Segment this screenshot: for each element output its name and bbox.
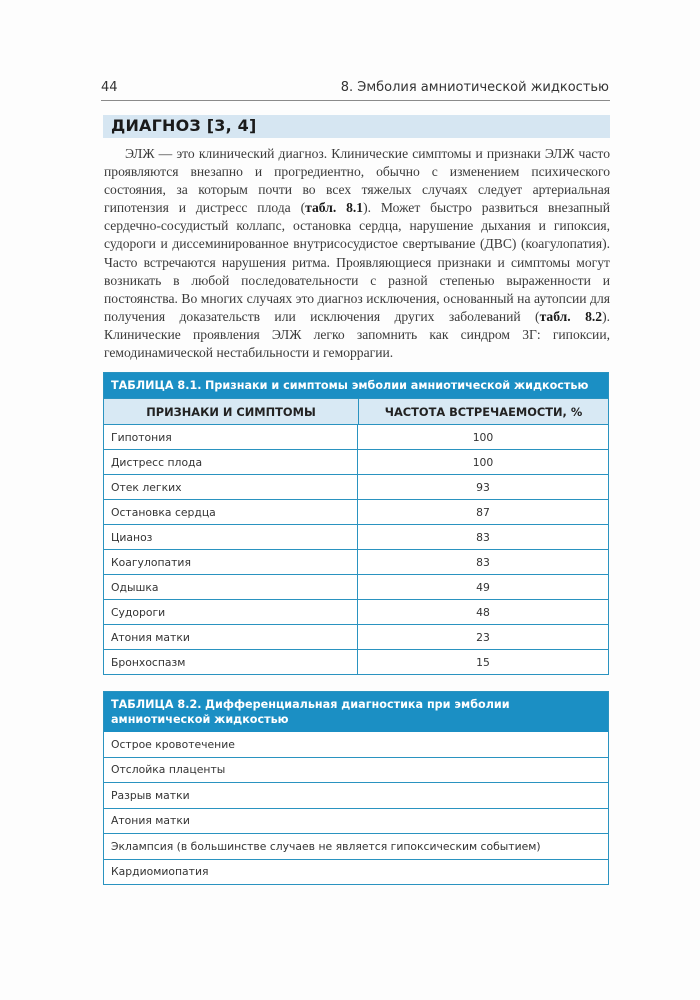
table-caption: [104, 692, 608, 732]
table-row: [104, 449, 608, 474]
frequency-cell: 49: [476, 580, 490, 594]
table-number: ТАБЛИЦА 8.2.: [111, 698, 202, 711]
sign-cell: Одышка: [104, 575, 358, 599]
chapter-title: 8. Эмболия амниотической жидкостью: [340, 80, 609, 95]
section-heading-bar: [103, 115, 610, 138]
table-caption: [104, 373, 608, 398]
table-row: [104, 549, 608, 574]
table-row: [104, 474, 608, 499]
sign-cell: Коагулопатия: [104, 550, 358, 574]
running-head: [101, 80, 609, 100]
body-paragraph: [104, 145, 610, 362]
table-row: Эклампсия (в большинстве случаев не является гипоксическим событием): [104, 833, 608, 859]
paragraph: [104, 145, 610, 362]
sign-cell: Цианоз: [104, 525, 358, 549]
table-row: [104, 524, 608, 549]
table-row: Острое кровотечение: [111, 737, 235, 751]
frequency-cell: 15: [476, 655, 490, 669]
frequency-cell: 100: [472, 455, 494, 469]
table-title: Признаки и симптомы эмболии амниотической жидкостью: [205, 379, 589, 392]
table-row: [104, 574, 608, 599]
text-segment: ). Может быстро развиться внезапный сердечно-сосудистый коллапс, остановка сердца, нарушение дыхания и гипоксия, судороги и диссеминированное внутрисосудистое свертывание (ДВС) (коагулопатия). Часто встречаются нарушения ритма. Проявляющиеся признаки и симптомы могут возникать в любой последовательности с разной степенью выраженности и постоянства. Во многих случаях это диагноз исключения, основанный на аутопсии для получения доказательств или исключения других заболеваний (: [104, 200, 611, 324]
table-row: Разрыв матки: [104, 782, 608, 808]
table-row: [104, 599, 608, 624]
text-segment: ). Клинические проявления ЭЛЖ легко запомнить как синдром 3Г: гипоксии, гемодинамической нестабильности и геморрагии.: [104, 308, 610, 361]
table-body: [104, 732, 608, 884]
sign-cell: Остановка сердца: [104, 500, 358, 524]
section-title: ДИАГНОЗ [3, 4]: [111, 116, 257, 135]
frequency-cell: 23: [476, 630, 490, 644]
frequency-cell: 93: [476, 480, 490, 494]
frequency-cell: 83: [476, 555, 490, 569]
header-divider: [101, 100, 610, 101]
table-reference-8-2[interactable]: табл. 8.2: [539, 308, 603, 324]
text-segment: ЭЛЖ — это клинический диагноз. Клинические симптомы и признаки ЭЛЖ часто проявляются внезапно и прогредиентно, обычно с изменением психического состояния, за которым почти во всех тяжелых случаях следует артериальная гипотензия и дистресс плода (: [104, 146, 610, 216]
column-header-frequency: ЧАСТОТА ВСТРЕЧАЕМОСТИ, %: [384, 404, 583, 419]
table-row: Отслойка плаценты: [104, 757, 608, 783]
sign-cell: Атония матки: [104, 625, 358, 649]
table-8-1: [103, 372, 609, 675]
sign-cell: Гипотония: [104, 425, 358, 449]
table-row: [104, 624, 608, 649]
table-row: Кардиомиопатия: [104, 859, 608, 885]
page-number: 44: [101, 80, 118, 95]
sign-cell: Дистресс плода: [104, 450, 358, 474]
table-row: [104, 424, 608, 449]
table-number: ТАБЛИЦА 8.1.: [111, 379, 202, 392]
frequency-cell: 87: [476, 505, 490, 519]
frequency-cell: 48: [476, 605, 490, 619]
table-8-2: [103, 691, 609, 885]
frequency-cell: 83: [476, 530, 490, 544]
sign-cell: Бронхоспазм: [104, 650, 358, 674]
table-row: [104, 499, 608, 524]
column-header-signs: ПРИЗНАКИ И СИМПТОМЫ: [104, 399, 359, 424]
table-row: Атония матки: [104, 808, 608, 834]
table-header-row: [104, 398, 608, 424]
table-row: [104, 649, 608, 674]
sign-cell: Отек легких: [104, 475, 358, 499]
table-reference-8-1[interactable]: табл. 8.1: [305, 200, 364, 216]
sign-cell: Судороги: [104, 600, 358, 624]
table-title: Дифференциальная диагностика при эмболии амниотической жидкостью: [111, 698, 510, 726]
frequency-cell: 100: [472, 430, 494, 444]
